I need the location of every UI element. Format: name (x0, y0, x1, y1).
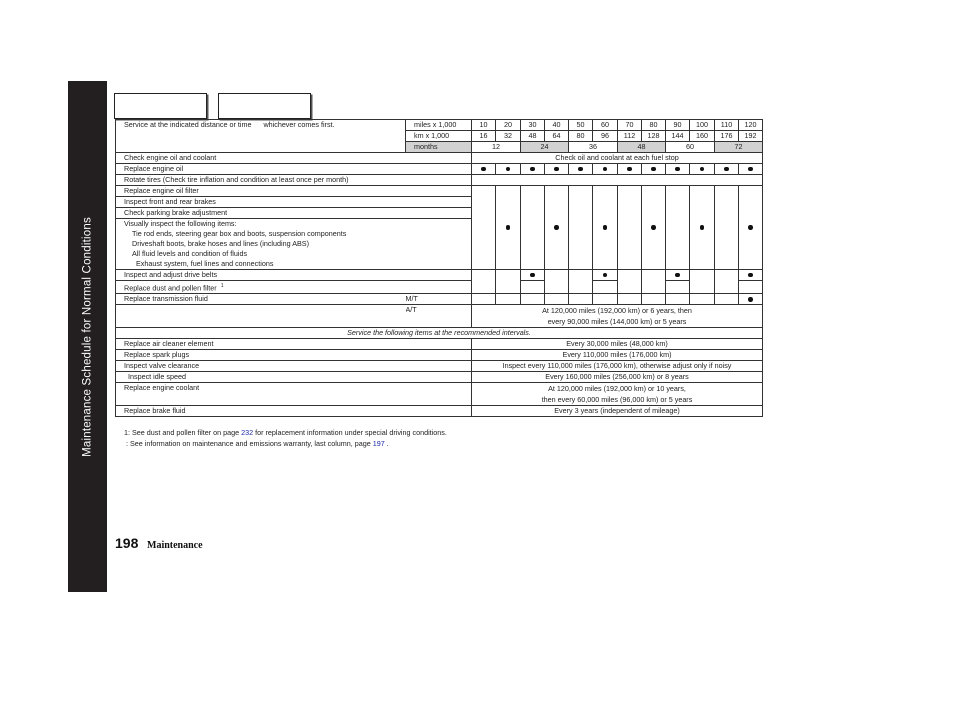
table-row (116, 270, 763, 281)
service-dot-cell (690, 164, 715, 175)
months-cell: 12 (472, 142, 521, 153)
service-dot-cell (593, 164, 618, 175)
blank-cell (715, 270, 739, 294)
service-dot-cell (642, 164, 666, 175)
service-dot (724, 167, 729, 172)
miles-cell: 30 (521, 120, 545, 131)
table-row (116, 305, 763, 328)
item-label: Visually inspect the following items: (116, 219, 472, 230)
blank-cell (521, 294, 545, 305)
header-box-left (114, 93, 207, 119)
recommended-heading: Service the following items at the recommended intervals. (116, 328, 763, 339)
service-dot (748, 273, 753, 278)
miles-cell: 50 (569, 120, 593, 131)
trans-mt-label: M/T (406, 294, 472, 305)
blank-cell (472, 294, 496, 305)
blank-cell (666, 294, 690, 305)
section-sidebar-tab (68, 81, 107, 592)
service-dot (627, 167, 632, 172)
months-cell: 72 (715, 142, 763, 153)
service-dot-cell (472, 164, 496, 175)
blank-cell (593, 294, 618, 305)
table-row (116, 294, 763, 305)
sidebar-title: Maintenance Schedule for Normal Conditions (81, 217, 94, 457)
blank-cell (545, 294, 569, 305)
item-note: Every 160,000 miles (256,000 km) or 8 years (472, 372, 763, 383)
km-cell: 160 (690, 131, 715, 142)
miles-cell: 80 (642, 120, 666, 131)
service-dot-cell (593, 186, 618, 270)
item-note (472, 383, 763, 406)
blank-cell (642, 270, 666, 294)
blank-cell (496, 270, 521, 294)
miles-cell: 120 (739, 120, 763, 131)
blank-cell (642, 294, 666, 305)
service-dot-cell (569, 164, 593, 175)
km-cell: 64 (545, 131, 569, 142)
service-dot (530, 167, 535, 172)
service-dot-cell (593, 270, 618, 281)
table-row (116, 164, 763, 175)
service-dot-cell (715, 164, 739, 175)
table-row (116, 383, 763, 406)
blank-cell (618, 270, 642, 294)
item-note: Every 30,000 miles (48,000 km) (472, 339, 763, 350)
service-dot (748, 225, 753, 230)
service-dot (651, 167, 656, 172)
blank-cell (666, 186, 690, 270)
table-row (116, 328, 763, 339)
trans-at-note-line: At 120,000 miles (192,000 km) or 6 years, then (542, 306, 692, 316)
service-dot (700, 225, 705, 230)
service-dot (748, 167, 753, 172)
item-label: Inspect front and rear brakes (116, 197, 472, 208)
item-label: Inspect valve clearance (116, 361, 472, 372)
service-dot (506, 225, 511, 230)
blank-cell (593, 281, 618, 294)
table-row (116, 406, 763, 417)
months-cell: 24 (521, 142, 569, 153)
service-dot (554, 167, 559, 172)
item-label: Replace engine coolant (116, 383, 472, 406)
item-note: Every 110,000 miles (176,000 km) (472, 350, 763, 361)
page-link-232[interactable]: 232 (241, 428, 254, 437)
service-text: Service at the indicated distance or time (124, 120, 252, 129)
table-row (116, 339, 763, 350)
km-cell: 192 (739, 131, 763, 142)
blank-cell (521, 186, 545, 270)
item-label (116, 281, 472, 294)
item-note: Check oil and coolant at each fuel stop (472, 153, 763, 164)
service-dot-cell (739, 186, 763, 270)
km-cell: 16 (472, 131, 496, 142)
table-row (116, 175, 763, 186)
footnote-2 (126, 439, 389, 448)
months-label: months (406, 142, 472, 153)
km-cell: 112 (618, 131, 642, 142)
service-dot-cell (739, 270, 763, 281)
service-dot (603, 167, 608, 172)
km-cell: 96 (593, 131, 618, 142)
service-dot (481, 167, 486, 172)
table-row (116, 186, 763, 197)
item-note: Inspect every 110,000 miles (176,000 km), otherwise adjust only if noisy (472, 361, 763, 372)
miles-label: miles x 1,000 (406, 120, 472, 131)
service-dot (506, 167, 511, 172)
blank-cell (472, 270, 496, 294)
blank-cell (715, 186, 739, 270)
trans-at-label: A/T (406, 305, 472, 328)
service-dot-cell (666, 164, 690, 175)
service-dot-cell (739, 164, 763, 175)
km-cell: 176 (715, 131, 739, 142)
blank-cell (569, 294, 593, 305)
item-label-text: Replace dust and pollen filter (124, 283, 217, 293)
service-dot-cell (545, 186, 569, 270)
blank-cell (569, 186, 593, 270)
blank-cell (116, 305, 406, 328)
maintenance-schedule-table (115, 119, 763, 417)
page-number: 198 (115, 535, 139, 551)
whichever-text: whichever comes first. (263, 120, 335, 129)
item-note (472, 305, 763, 328)
blank-cell (715, 294, 739, 305)
service-dot (700, 167, 705, 172)
blank-cell (521, 281, 545, 294)
item-sublabel: All fluid levels and condition of fluids (116, 249, 472, 259)
km-cell: 80 (569, 131, 593, 142)
blank-cell (496, 294, 521, 305)
table-row (116, 153, 763, 164)
km-cell: 32 (496, 131, 521, 142)
page-title: Maintenance (147, 540, 203, 551)
footnote-ref: 1 (220, 283, 224, 289)
miles-cell: 40 (545, 120, 569, 131)
months-cell: 60 (666, 142, 715, 153)
service-dot (651, 225, 656, 230)
item-label: Replace transmission fluid (116, 294, 406, 305)
miles-cell: 10 (472, 120, 496, 131)
service-dot-cell (545, 164, 569, 175)
item-label: Replace brake fluid (116, 406, 472, 417)
item-label: Replace engine oil filter (116, 186, 472, 197)
item-note: Every 3 years (independent of mileage) (472, 406, 763, 417)
table-row (116, 361, 763, 372)
miles-cell: 90 (666, 120, 690, 131)
service-dot (748, 297, 753, 302)
service-dot-cell (618, 164, 642, 175)
service-dot-cell (496, 186, 521, 270)
table-row (116, 350, 763, 361)
item-label: Inspect idle speed (116, 372, 472, 383)
item-sublabel: Driveshaft boots, brake hoses and lines (including ABS) (116, 239, 472, 249)
miles-cell: 60 (593, 120, 618, 131)
km-cell: 128 (642, 131, 666, 142)
header-box-right (218, 93, 311, 119)
trans-at-note-line: every 90,000 miles (144,000 km) or 5 years (547, 317, 687, 327)
blank-cell (618, 294, 642, 305)
miles-cell: 100 (690, 120, 715, 131)
footnote-text: 1: See dust and pollen filter on page (124, 428, 240, 437)
table-row (116, 281, 763, 294)
km-label: km x 1,000 (406, 131, 472, 142)
item-sublabel: Exhaust system, fuel lines and connections (116, 259, 472, 270)
blank-cell (690, 270, 715, 294)
item-label: Replace spark plugs (116, 350, 472, 361)
service-dot (530, 273, 535, 278)
coolant-note-line: then every 60,000 miles (96,000 km) or 5 years (541, 395, 693, 405)
footnote-text: for replacement information under special driving conditions. (255, 428, 447, 437)
service-dot-cell (666, 270, 690, 281)
service-dot (675, 167, 680, 172)
item-label: Replace air cleaner element (116, 339, 472, 350)
footnote-1 (124, 428, 447, 437)
months-cell: 48 (618, 142, 666, 153)
coolant-note-line: At 120,000 miles (192,000 km) or 10 years, (548, 384, 686, 394)
service-dot-cell (496, 164, 521, 175)
miles-cell: 110 (715, 120, 739, 131)
blank-cell (666, 281, 690, 294)
footnote-text: : See information on maintenance and emissions warranty, last column, page (126, 439, 371, 448)
blank-cell (472, 186, 496, 270)
blank-cell (545, 270, 569, 294)
item-label: Rotate tires (Check tire inflation and condition at least once per month) (116, 175, 472, 186)
service-dot (554, 225, 559, 230)
km-cell: 48 (521, 131, 545, 142)
item-label: Inspect and adjust drive belts (116, 270, 472, 281)
table-row (116, 372, 763, 383)
km-cell: 144 (666, 131, 690, 142)
miles-cell: 70 (618, 120, 642, 131)
service-dot (603, 225, 608, 230)
item-sublabel: Tie rod ends, steering gear box and boots, suspension components (116, 229, 472, 239)
service-dot (578, 167, 583, 172)
blank-cell (569, 270, 593, 294)
item-label: Replace engine oil (116, 164, 472, 175)
service-dot-cell (642, 186, 666, 270)
service-dot (603, 273, 608, 278)
service-interval-cell (116, 120, 406, 153)
service-dot-cell (521, 270, 545, 281)
blank-cell (618, 186, 642, 270)
miles-cell: 20 (496, 120, 521, 131)
service-dot-cell (739, 294, 763, 305)
service-dot-cell (690, 186, 715, 270)
item-label: Check parking brake adjustment (116, 208, 472, 219)
months-cell: 36 (569, 142, 618, 153)
blank-cell (690, 294, 715, 305)
header-miles-row (116, 120, 763, 131)
service-dot-cell (521, 164, 545, 175)
page-link-197[interactable]: 197 (372, 439, 385, 448)
footnote-text: . (386, 439, 389, 448)
item-label: Check engine oil and coolant (116, 153, 472, 164)
blank-cell (739, 281, 763, 294)
blank-cell (472, 175, 763, 186)
service-dot (675, 273, 680, 278)
